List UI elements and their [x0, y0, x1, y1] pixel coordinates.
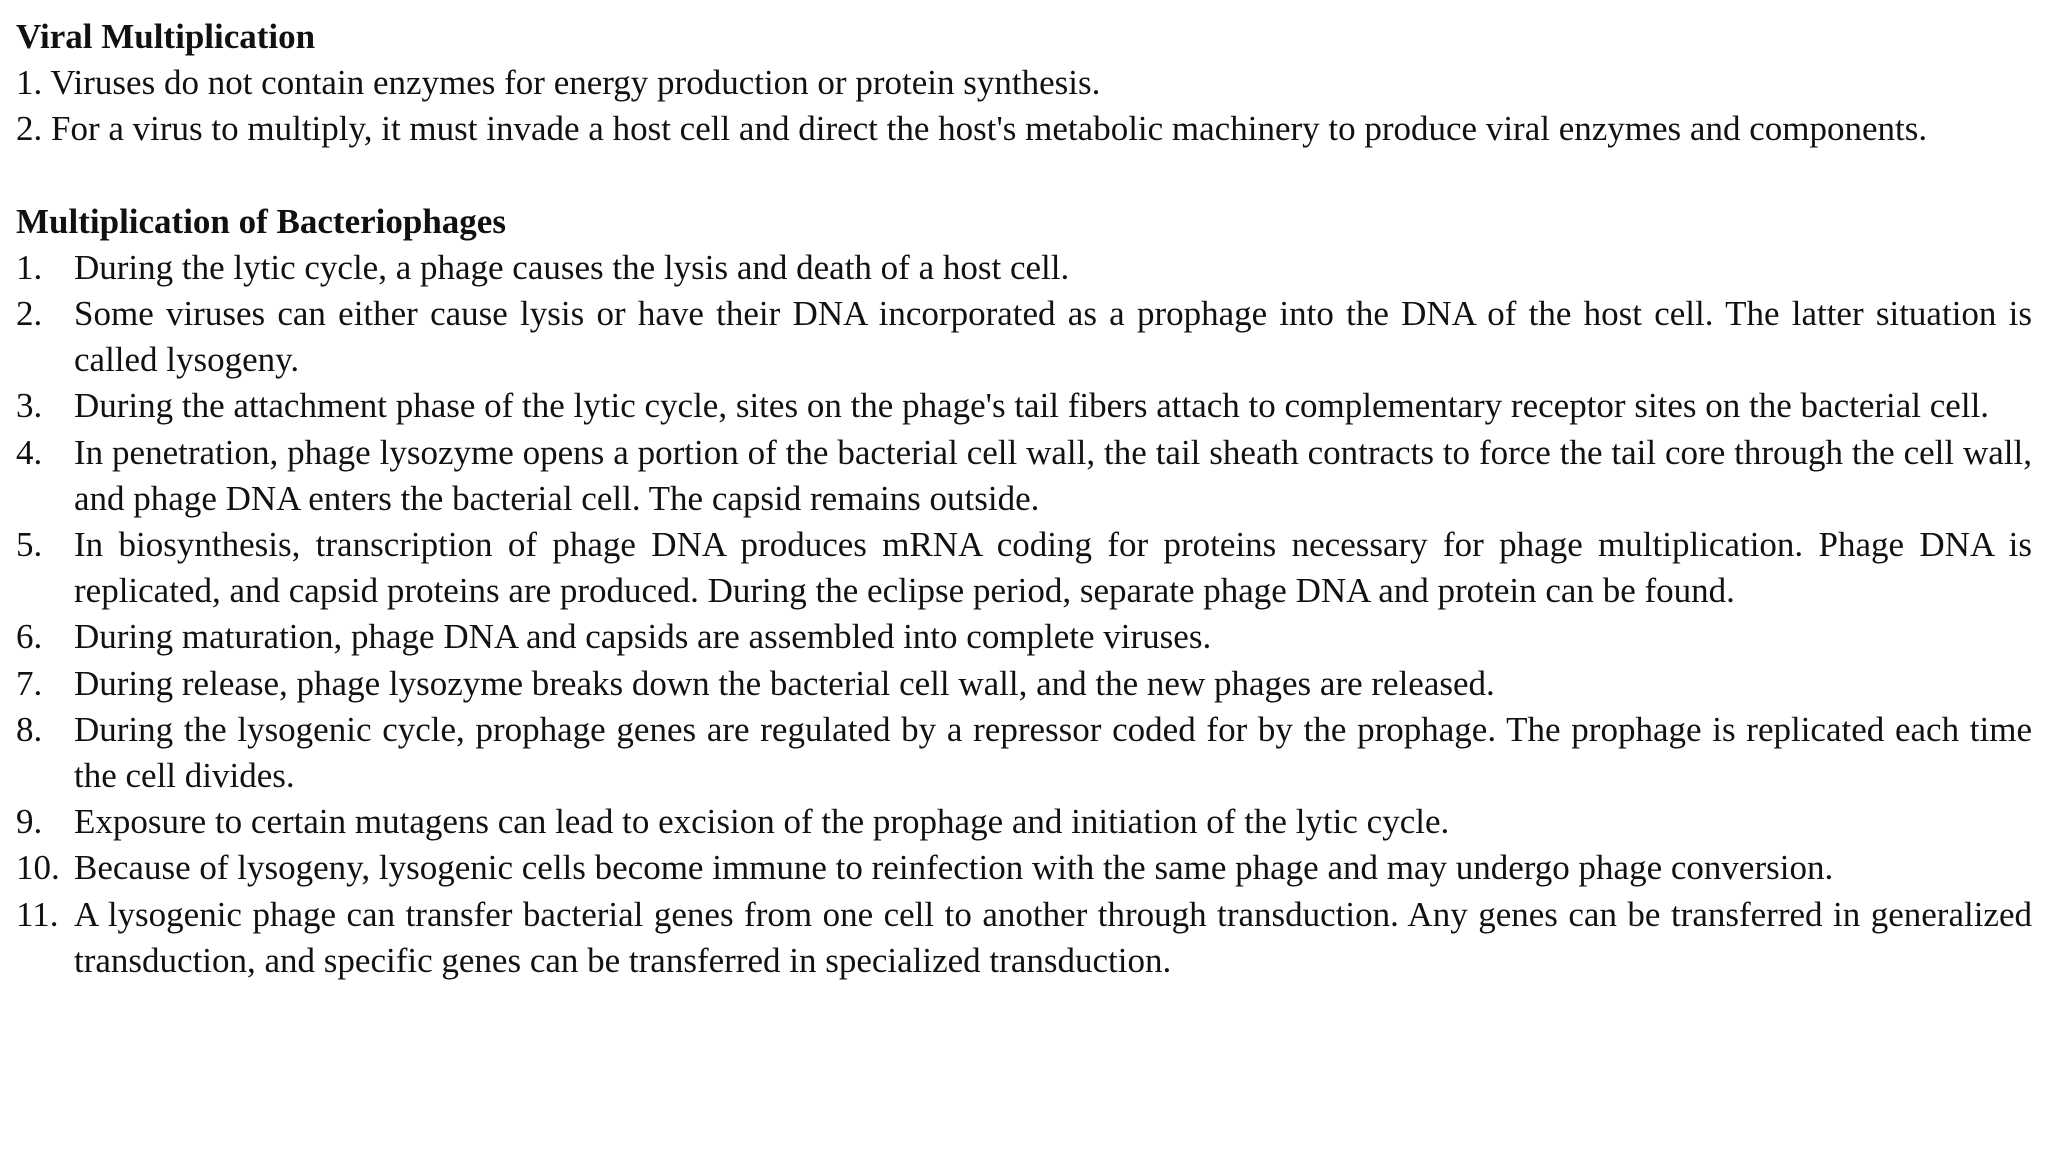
- list-item: [16, 245, 2032, 291]
- list-item-number: 7.: [16, 663, 43, 703]
- list-item-number: 5.: [16, 525, 43, 565]
- list-item: [16, 291, 2032, 383]
- section-spacer: [16, 153, 2032, 199]
- list-item: [16, 661, 2032, 707]
- bacteriophage-list: [16, 245, 2032, 984]
- list-item: [16, 522, 2032, 614]
- list-item-number: 4.: [16, 432, 43, 472]
- list-item-number: 2.: [16, 294, 43, 334]
- list-item: [16, 430, 2032, 522]
- list-item: [16, 799, 2032, 845]
- list-item: [16, 707, 2032, 799]
- list-item: [16, 845, 2032, 891]
- list-item-text: During the lysogenic cycle, prophage genes are regulated by a repressor coded for by the prophage. The prophage is replicated each time the cell divides.: [74, 709, 2032, 796]
- list-item-number: 8.: [16, 709, 43, 749]
- list-item-number: 1.: [16, 247, 43, 287]
- list-item-number: 11.: [16, 894, 59, 934]
- list-item-text: Exposure to certain mutagens can lead to excision of the prophage and initiation of the lytic cycle.: [74, 802, 1450, 842]
- viral-point-2: 2. For a virus to multiply, it must invade a host cell and direct the host's metabolic machinery to produce viral enzymes and components.: [16, 109, 1928, 149]
- section-title-viral-multiplication: Viral Multiplication: [16, 17, 316, 56]
- list-item-number: 6.: [16, 617, 43, 657]
- viral-point-1: 1. Viruses do not contain enzymes for energy production or protein synthesis.: [16, 63, 1101, 103]
- list-item-number: 10.: [16, 848, 60, 888]
- list-item-text: During release, phage lysozyme breaks down the bacterial cell wall, and the new phages are released.: [74, 663, 1495, 703]
- list-item-text: In biosynthesis, transcription of phage DNA produces mRNA coding for proteins necessary for phage multiplication. Phage DNA is replicated, and capsid proteins are produced. During the eclipse period, separate phage DNA and protein can be found.: [74, 525, 2032, 611]
- list-item: [16, 614, 2032, 660]
- list-item: [16, 892, 2032, 984]
- list-item-text: During the lytic cycle, a phage causes the lysis and death of a host cell.: [74, 247, 1070, 287]
- list-item-text: Some viruses can either cause lysis or have their DNA incorporated as a prophage into the DNA of the host cell. The latter situation is called lysogeny.: [74, 294, 2032, 380]
- list-item-text: In penetration, phage lysozyme opens a portion of the bacterial cell wall, the tail sheath contracts to force the tail core through the cell wall, and phage DNA enters the bacterial cell. The capsid remains outside.: [74, 432, 2032, 518]
- list-item-text: Because of lysogeny, lysogenic cells become immune to reinfection with the same phage and may undergo phage conversion.: [74, 848, 1834, 888]
- section-title-bacteriophages: Multiplication of Bacteriophages: [16, 201, 506, 241]
- list-item-text: A lysogenic phage can transfer bacterial genes from one cell to another through transduction. Any genes can be transferred in generalized transduction, and specific genes can be transferred in specialized transduction.: [74, 894, 2032, 980]
- list-item-number: 3.: [16, 386, 43, 426]
- list-item-text: During maturation, phage DNA and capsids are assembled into complete viruses.: [74, 617, 1212, 657]
- document-page: [16, 14, 2032, 984]
- list-item-text: During the attachment phase of the lytic cycle, sites on the phage's tail fibers attach to complementary receptor sites on the bacterial cell.: [74, 386, 1990, 426]
- list-item-number: 9.: [16, 802, 43, 842]
- list-item: [16, 383, 2032, 429]
